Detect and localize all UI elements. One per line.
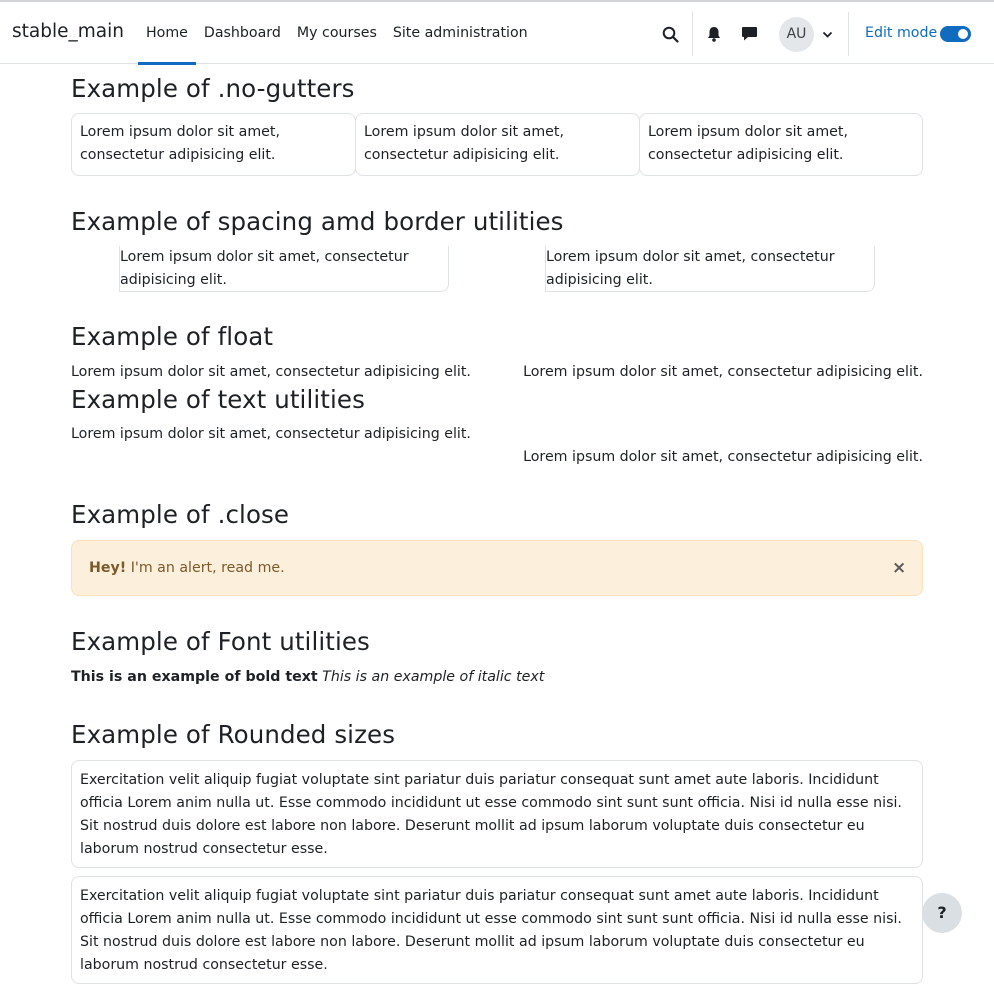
section-heading-no-gutters: Example of .no-gutters [71,74,355,103]
section-heading-font-utilities: Example of Font utilities [71,627,370,656]
edit-mode-label[interactable]: Edit mode [865,25,938,41]
nav-item-home[interactable]: Home [138,2,196,64]
chevron-down-icon[interactable] [820,28,834,42]
nav-item-site-administration[interactable]: Site administration [392,24,528,41]
nav-item-dashboard[interactable]: Dashboard [203,24,281,41]
navbar-divider [692,12,693,56]
text-left-aligned: Lorem ipsum dolor sit amet, consectetur adipisicing elit. [71,426,471,442]
section-heading-text-utilities: Example of text utilities [71,385,365,414]
font-examples [71,666,544,689]
no-gutters-cell: Lorem ipsum dolor sit amet, consectetur adipisicing elit. [355,113,640,176]
alert-message [89,557,285,579]
close-icon[interactable]: × [892,558,907,578]
navbar-divider [848,12,849,56]
float-left-text: Lorem ipsum dolor sit amet, consectetur adipisicing elit. [71,364,471,380]
alert-text: I'm an alert, read me. [126,560,285,576]
bold-text-example: This is an example of bold text [71,669,318,685]
alert-strong-text: Hey! [89,560,127,576]
spacing-cell-text: Lorem ipsum dolor sit amet, consectetur adipisicing elit. [120,249,409,288]
bell-icon[interactable] [705,25,723,43]
help-button[interactable]: ? [922,893,962,933]
primary-navigation [138,2,536,64]
section-heading-spacing: Example of spacing amd border utilities [71,207,564,236]
section-heading-close: Example of .close [71,500,290,529]
nav-item-my-courses[interactable]: My courses [296,24,377,41]
section-heading-rounded: Example of Rounded sizes [71,720,396,749]
top-navbar [0,0,994,64]
chat-icon[interactable] [739,25,759,43]
edit-mode-toggle[interactable] [940,26,971,42]
spacing-cell [545,246,875,292]
section-heading-float: Example of float [71,322,274,351]
site-brand[interactable]: stable_main [12,21,124,42]
user-avatar[interactable]: AU [779,17,814,52]
italic-text-example: This is an example of italic text [322,669,545,685]
rounded-box: Exercitation velit aliquip fugiat voluptate sint pariatur duis pariatur consequat sunt amet aute laboris. Incididunt officia Lorem anim nulla ut. Esse commodo incididunt ut esse commodo sint sunt sunt officia. Nisi id nulla esse nisi. Sit nostrud duis dolore est labore non labore. Deserunt mollit ad ipsum laborum voluptate duis consectetur eu laborum nostrud consectetur esse. [71,876,923,984]
text-right-aligned: Lorem ipsum dolor sit amet, consectetur adipisicing elit. [523,449,923,465]
no-gutters-cell: Lorem ipsum dolor sit amet, consectetur adipisicing elit. [71,113,356,176]
no-gutters-cell: Lorem ipsum dolor sit amet, consectetur adipisicing elit. [639,113,923,176]
rounded-box: Exercitation velit aliquip fugiat voluptate sint pariatur duis pariatur consequat sunt amet aute laboris. Incididunt officia Lorem anim nulla ut. Esse commodo incididunt ut esse commodo sint sunt sunt officia. Nisi id nulla esse nisi. Sit nostrud duis dolore est labore non labore. Deserunt mollit ad ipsum laborum voluptate duis consectetur eu laborum nostrud consectetur esse. [71,760,923,868]
spacing-cell [119,246,449,292]
float-right-text: Lorem ipsum dolor sit amet, consectetur adipisicing elit. [523,364,923,380]
spacing-cell-text: Lorem ipsum dolor sit amet, consectetur adipisicing elit. [546,249,835,288]
search-icon[interactable] [660,24,680,44]
warning-alert [71,540,923,596]
